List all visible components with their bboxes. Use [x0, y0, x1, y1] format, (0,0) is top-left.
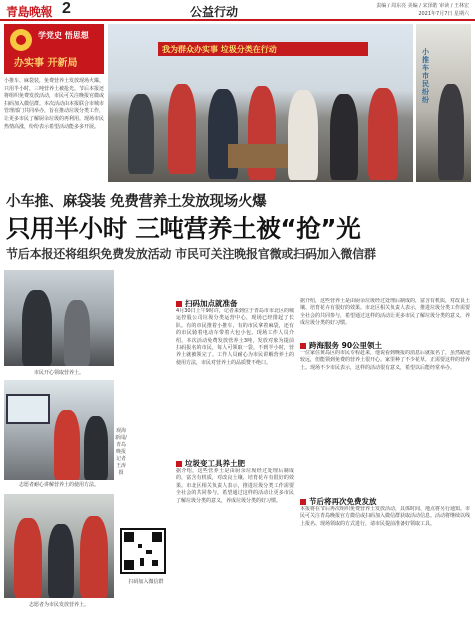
person-figure [14, 518, 42, 598]
side-photo-text: 小推车市民纷纷 [422, 48, 429, 104]
section-title-2: 垃圾变工具养土肥 [176, 458, 245, 469]
badge-line1: 学党史 悟思想 [38, 31, 89, 40]
person-figure [84, 416, 108, 480]
section-title: 公益行动 [190, 5, 239, 19]
qr-caption: 扫码加入微信群 [128, 579, 164, 585]
person-figure [22, 290, 52, 366]
qr-module [146, 550, 152, 554]
credits [376, 2, 469, 18]
photo-1-caption: 市民开心领取营养土。 [33, 370, 84, 376]
party-history-badge [4, 24, 104, 74]
person-figure [128, 94, 154, 174]
photo-3 [4, 494, 114, 598]
section-body-4: 本报将在节后再次组织免费营养土发放活动，具体时间、地点将另行通知。市民可关注青岛晚报官方微信或扫码加入微信群获取活动信息。活动将继续以线上报名、现场领取的方式进行，请市民提前准备好领取工具。 [300, 506, 470, 527]
issue-date: 2021年7月7日 星期六 [418, 11, 469, 17]
main-photo [108, 24, 413, 182]
signboard [6, 394, 50, 424]
wechat-qr-code[interactable] [120, 528, 166, 574]
section-body-3: 一位家住黄岛区的市民专程赶来，他说看到晚报的消息后就报名了，虽然路途较远，但能领到免费的营养土很开心。家里种了不少花草，正需要这样的营养土。现场不少市民表示，这样的活动很有意义，希望以后能经常举办。 [300, 350, 470, 371]
qr-module [152, 560, 158, 566]
qr-finder [124, 560, 134, 570]
person-figure [64, 300, 90, 366]
continued-text: 据介绍，这些营养土是由厨余垃圾经过处理后制成的，富含有机质，对改良土壤、培育花卉有很好的效果。市北区相关负责人表示，推进垃圾分类工作需要全社会的共同参与，希望通过这样的活动让更多市民了解垃圾分类的意义，养成垃圾分类的好习惯。 [300, 298, 470, 327]
photo-3-caption: 志愿者为市民发放营养土。 [28, 602, 89, 608]
intro-paragraph: 小推车、麻袋装，免费营养土发放现场火爆。只用半小时，三吨营养土被抢光。节后本报还将组织免费发放活动，市民可关注晚报官微或扫码加入微信群。本次活动由本报联合市城市管理部门共同举办，旨在推动垃圾分类工作，让更多市民了解厨余垃圾的再利用。现场市民热情高涨，纷纷表示希望活动能多多开展。 [4, 78, 105, 130]
section-title-4: 节后将再次免费发放 [300, 496, 377, 507]
photo-column [4, 270, 114, 620]
masthead-rule [0, 19, 475, 21]
section-title-1: 扫码加点就准备 [176, 298, 238, 309]
badge-line2: 办实事 开新局 [14, 58, 78, 69]
person-figure [330, 94, 358, 180]
section-title-3: 跨海服务 90公里领土 [300, 340, 382, 351]
side-photo [416, 24, 471, 182]
qr-finder [124, 532, 134, 542]
qr-finder [152, 532, 162, 542]
section-body-2: 据介绍，这些营养土是由厨余垃圾经过处理后制成的，富含有机质，对改良土壤、培育花卉有很好的效果。市北区相关负责人表示，推进垃圾分类工作需要全社会的共同参与，希望通过这样的活动让更多市民了解垃圾分类的意义，养成垃圾分类的好习惯。 [176, 468, 294, 504]
person-figure [54, 410, 80, 480]
person-figure [168, 84, 196, 174]
person-figure [368, 88, 398, 180]
photo-1 [4, 270, 114, 366]
photo-credit: 观海新闻/青岛晚报 记者 王涛 摄 [115, 428, 127, 476]
banner-text: 我为群众办实事 垃圾分类在行动 [162, 45, 277, 54]
newspaper-logo: 青島晚報 [6, 5, 53, 19]
qr-module [140, 558, 144, 566]
subheadline: 节后本报还将组织免费发放活动 市民可关注晚报官微或扫码加入微信群 [6, 247, 376, 261]
person-figure [80, 516, 108, 598]
party-emblem-icon [10, 29, 32, 51]
person-figure [48, 524, 74, 598]
kicker: 小车推、麻袋装 免费营养土发放现场火爆 [6, 194, 267, 210]
headline: 只用半小时 三吨营养土被“抢”光 [6, 214, 361, 243]
page-number: 2 [62, 0, 71, 17]
photo-2 [4, 380, 114, 480]
section-body-1: 4月30日上午9时许，记者来到位于青岛市市北区的城运控股公司垃圾分类运营中心，现场已经排起了长队。有的市民推着小推车，有的市民拿着麻袋，还有的市民骑着电动车带着大包小包。现场工作人员介绍，本次活动免费发放营养土3吨，发放对象为提前扫码报名的市民，每人可领取一袋。不到半小时，营养土就被领完了。工作人员耐心为市民讲解营养土的使用方法，市民对营养土的品质赞不绝口。 [176, 308, 294, 366]
soil-bags [228, 144, 288, 168]
masthead [0, 0, 475, 20]
photo-2-caption: 志愿者耐心讲解营养土的使用方法。 [18, 482, 99, 488]
person-figure [438, 84, 464, 180]
qr-module [138, 544, 142, 548]
person-figure [288, 90, 318, 180]
editor-credits: 责编 / 周东亮 美编 / 宋泽皓 审读 / 王林宏 [376, 3, 469, 9]
